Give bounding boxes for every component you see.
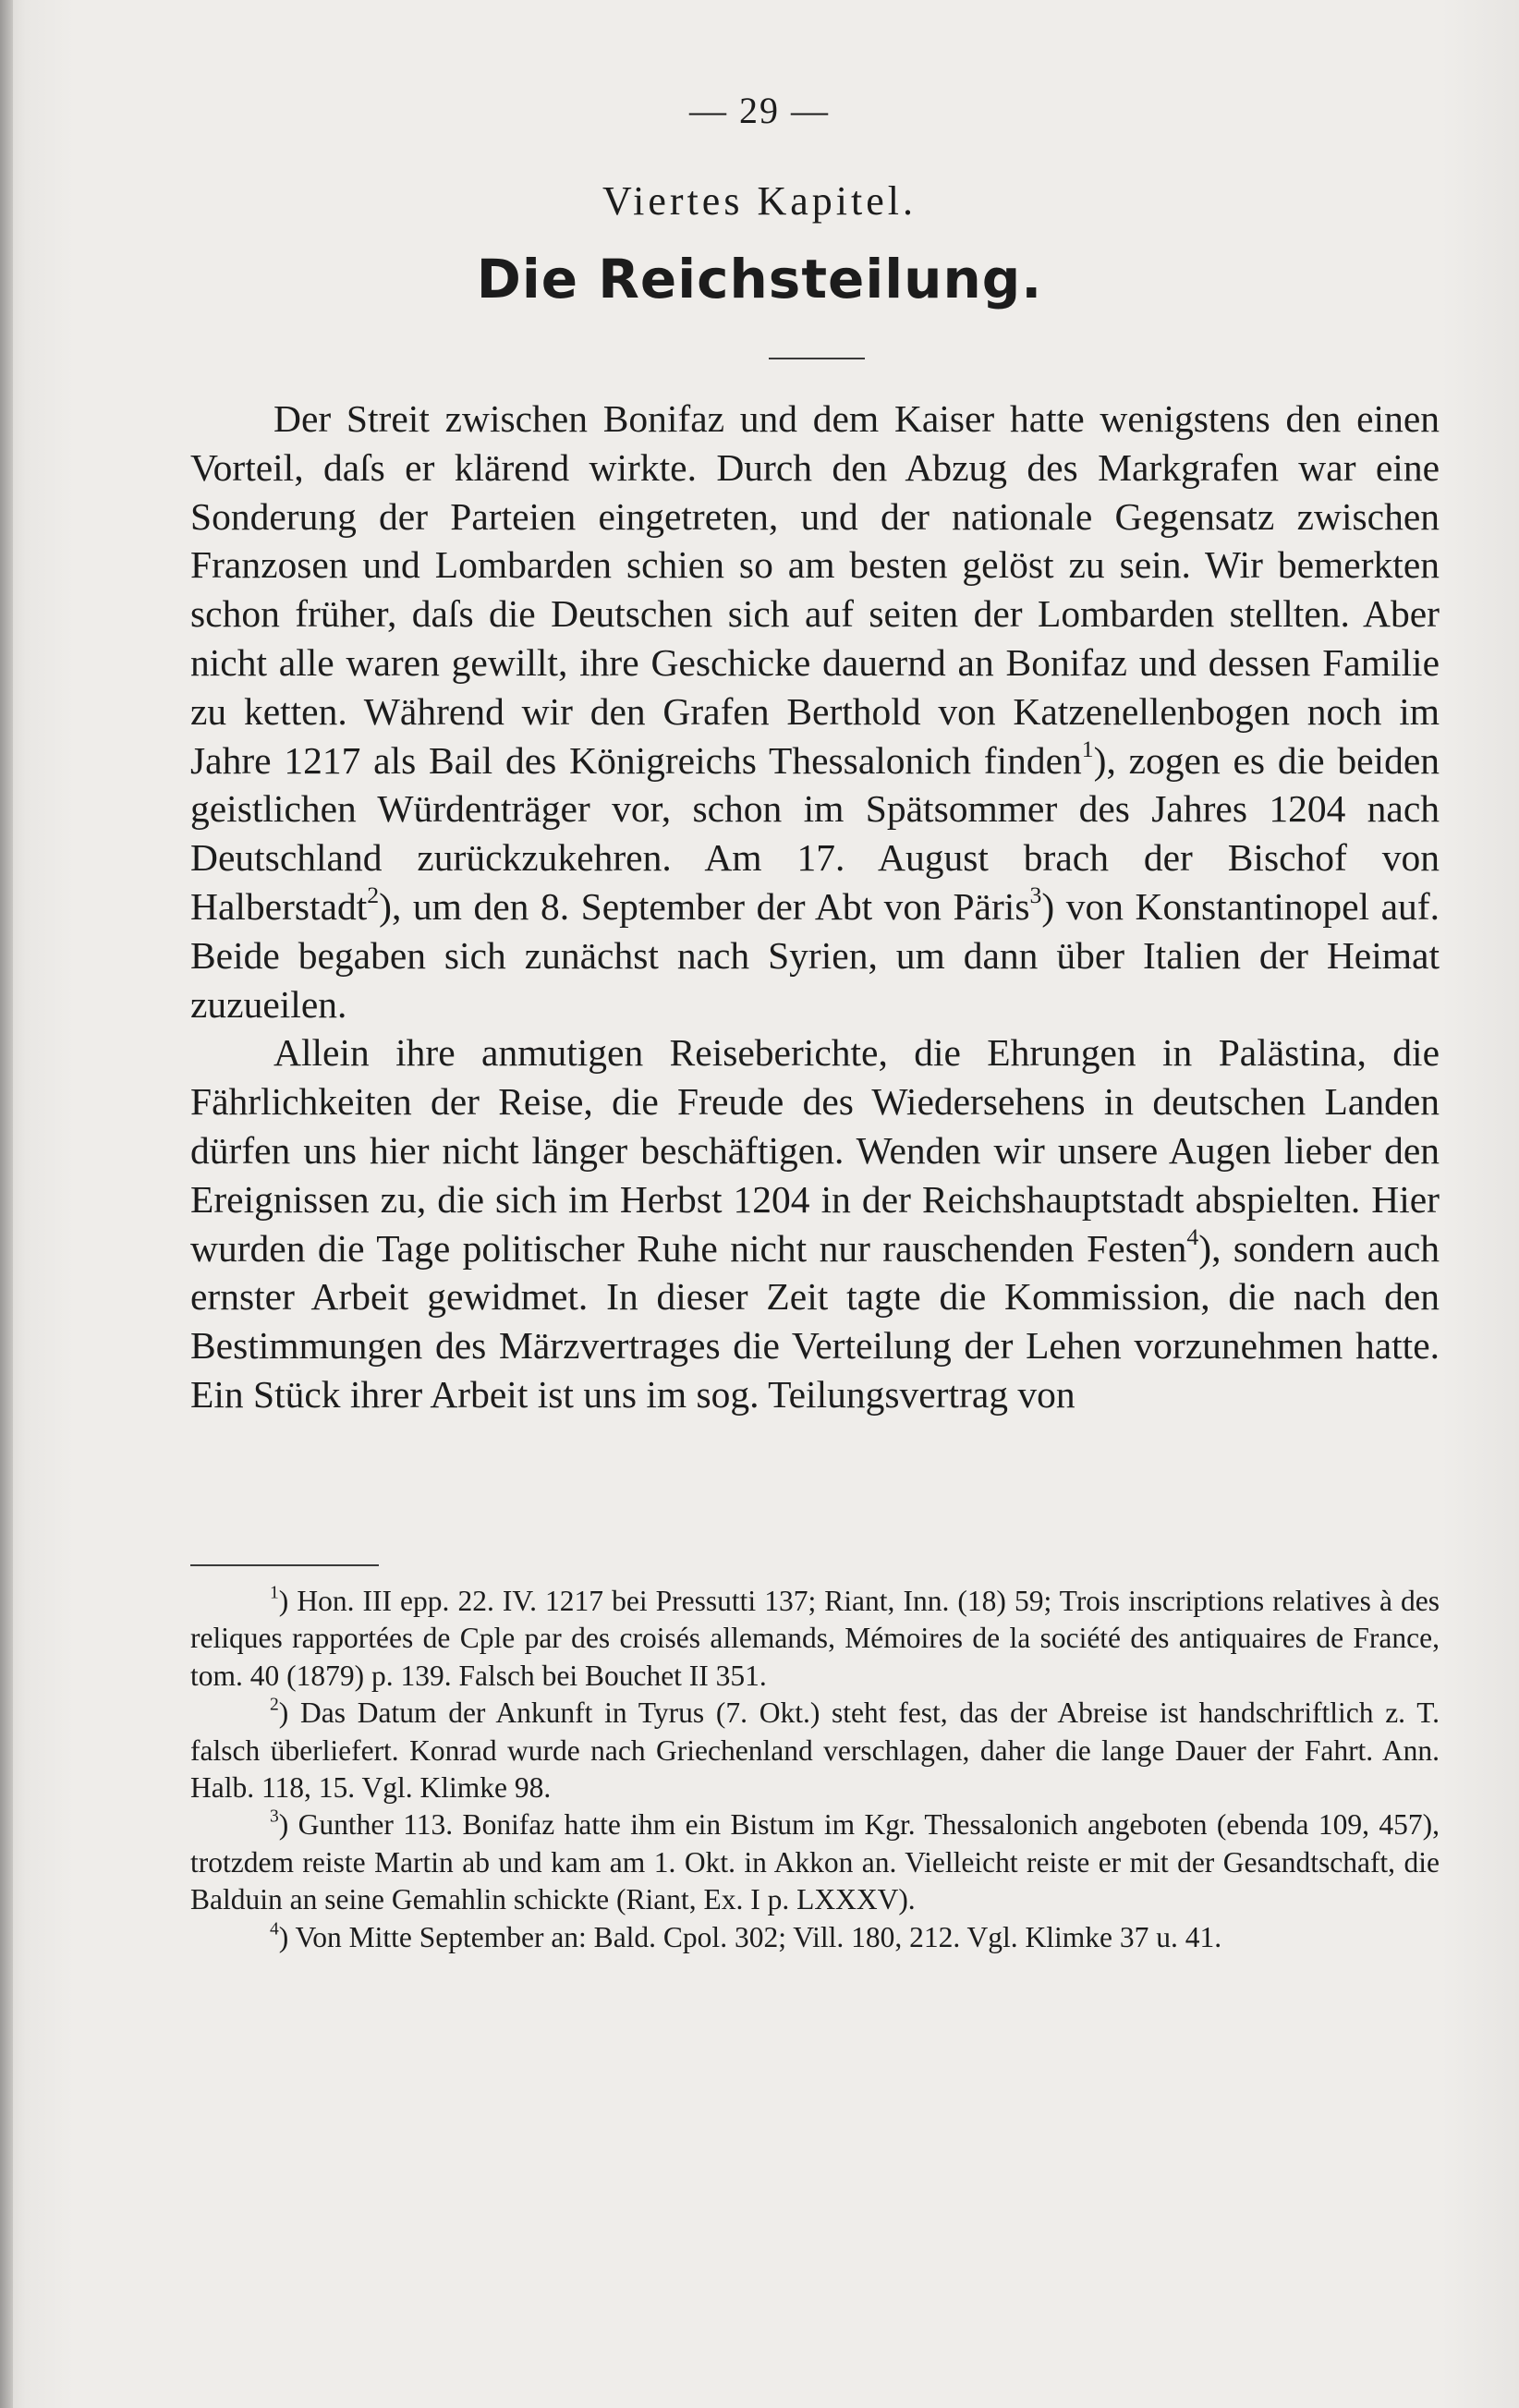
book-spine-edge [0, 0, 13, 2408]
footnote-ref-1: 1 [1081, 735, 1094, 762]
chapter-title: Die Reichsteilung. [476, 248, 1043, 310]
footnote-ref-2: 2 [367, 881, 380, 908]
footnote-4 [190, 1919, 1440, 1956]
body-p1-part-d: ) von Konstantinopel auf. Beide begaben sich zunächst nach Syrien, um dann über Italien der Heimat zuzueilen. [190, 884, 1440, 1026]
footnote-ref-3: 3 [1029, 881, 1042, 908]
page-number: — 29 — [689, 90, 830, 131]
footnote-3-mark: 3 [270, 1806, 279, 1827]
footnote-ref-4: 4 [1186, 1222, 1199, 1250]
footnote-2 [190, 1695, 1440, 1806]
body-p1-part-a: Der Streit zwischen Bonifaz und dem Kaiser hatte wenigstens den einen Vorteil, daſs er klärend wirkte. Durch den Abzug des Markgrafen war eine Sonderung der Parteien eingetreten, und der nationale Gegensatz zwischen Franzosen und Lombarden schien so am besten gelöst zu sein. Wir bemerkten schon früher, daſs die Deutschen sich auf seiten der Lombarden stellten. Aber nicht alle waren gewillt, ihre Geschicke dauernd an Bonifaz und dessen Familie zu ketten. Während wir den Grafen Berthold von Katzenellenbogen noch im Jahre 1217 als Bail des Königreichs Thessalonich finden [190, 397, 1440, 782]
footnote-1-text: ) Hon. III epp. 22. IV. 1217 bei Pressutti 137; Riant, Inn. (18) 59; Trois inscriptions relatives à des reliques rapportées de Cple par des croisés allemands, Mémoires de la société des antiquaires de France, tom. 40 (1879) p. 139. Falsch bei Bouchet II 351. [190, 1585, 1440, 1692]
footnote-divider [190, 1564, 379, 1566]
body-paragraph-1 [190, 395, 1440, 1028]
body-paragraph-2 [190, 1028, 1440, 1418]
body-p1-part-b: ), zogen es die beiden geistlichen Würdenträger vor, schon im Spätsommer des Jahres 1204 nach Deutschland zurückzukehren. Am 17. August brach der Bischof von Halberstadt [190, 738, 1440, 928]
body-p2-part-a: Allein ihre anmutigen Reiseberichte, die Ehrungen in Palästina, die Fährlichkeiten der Reise, die Freude des Wiedersehens in deutschen Landen dürfen uns hier nicht länger beschäftigen. Wenden wir unsere Augen lieber den Ereignissen zu, die sich im Herbst 1204 in der Reichshauptstadt abspielten. Hier wurden die Tage politischer Ruhe nicht nur rauschenden Festen [190, 1031, 1440, 1270]
footnote-3 [190, 1806, 1440, 1918]
footnote-3-text: ) Gunther 113. Bonifaz hatte ihm ein Bistum im Kgr. Thessalonich angeboten (ebenda 109, 457), trotzdem reiste Martin ab und kam am 1. Okt. in Akkon an. Vielleicht reiste er mit der Gesandtschaft, die Balduin an seine Gemahlin schickte (Riant, Ex. I p. LXXXV). [190, 1808, 1440, 1916]
footnote-4-mark: 4 [270, 1919, 279, 1939]
footnotes [190, 1583, 1440, 1956]
footnote-1 [190, 1583, 1440, 1695]
body-p1-part-c: ), um den 8. September der Abt von Päris [379, 884, 1030, 928]
body-p2-part-b: ), sondern auch ernster Arbeit gewidmet. In dieser Zeit tagte die Kommission, die nach den Bestimmungen des Märzvertrages die Verteilung der Lehen vorzunehmen hatte. Ein Stück ihrer Arbeit ist uns im sog. Teilungsvertrag von [190, 1226, 1440, 1416]
footnote-2-mark: 2 [270, 1695, 279, 1715]
title-divider [769, 358, 865, 359]
footnote-4-text: ) Von Mitte September an: Bald. Cpol. 302; Vill. 180, 212. Vgl. Klimke 37 u. 41. [278, 1920, 1222, 1953]
footnote-1-mark: 1 [270, 1583, 279, 1603]
body-text [190, 395, 1440, 1419]
footnote-2-text: ) Das Datum der Ankunft in Tyrus (7. Okt.) steht fest, das der Abreise ist handschriftlich z. T. falsch überliefert. Konrad wurde nach Griechenland verschlagen, daher die lange Dauer der Fahrt. Ann. Halb. 118, 15. Vgl. Klimke 98. [190, 1697, 1440, 1805]
chapter-label: Viertes Kapitel. [602, 178, 917, 224]
